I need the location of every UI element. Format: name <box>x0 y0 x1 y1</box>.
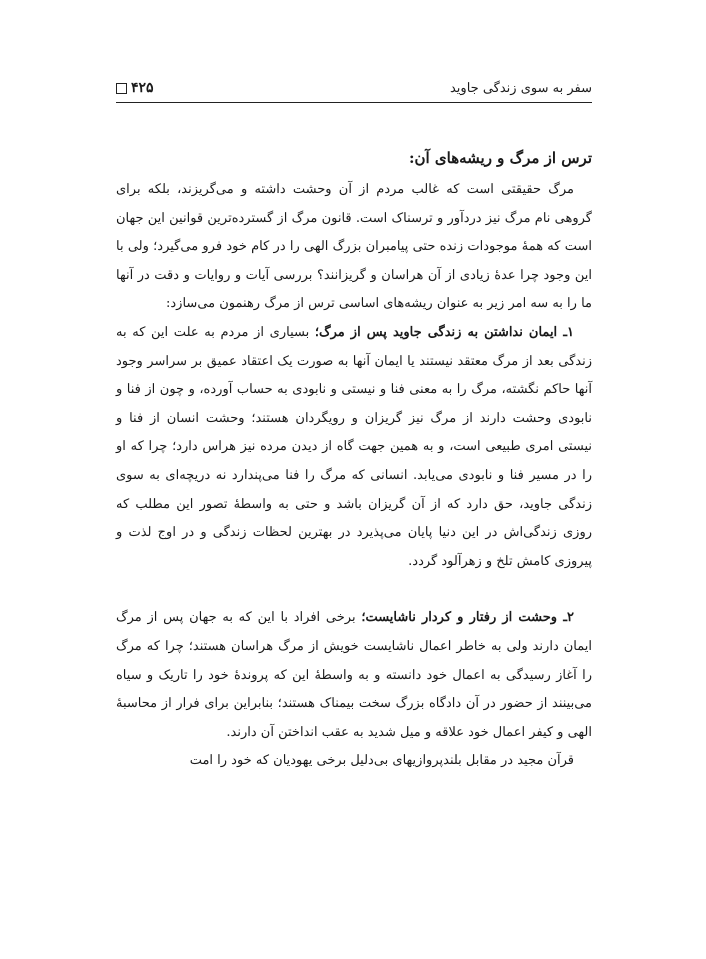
page-number: ۴۲۵ <box>131 80 154 96</box>
paragraph-spacer <box>116 576 592 604</box>
reason-two-text: برخی افراد با این که به جهان پس از مرگ ایمان دارند ولی به خاطر اعمال ناشایست خویش از مرگ هراسان هستند؛ چرا که مرگ را آغاز رسیدگی به اعمال خود دانسته و به واسطهٔ این که پروندهٔ خود را تاریک و سیاه می‌بینند از حضور در آن دادگاه بزرگ سخت بیمناک هستند؛ بنابراین برای فرار از محاسبهٔ الهی و کیفر اعمال خود علاقه و میل شدید به عقب انداختن آن دارند. <box>116 610 592 740</box>
reason-two-heading: ۲ـ وحشت از رفتار و کردار ناشایست؛ <box>361 610 574 626</box>
page-body <box>116 132 592 776</box>
square-icon <box>116 83 127 94</box>
page-number-group <box>116 80 154 96</box>
reason-one-heading: ۱ـ ایمان نداشتن به زندگی جاوید پس از مرگ؛ <box>314 324 574 340</box>
page-header <box>116 74 592 103</box>
reason-one-text: بسیاری از مردم به علت این که به زندگی بعد از مرگ معتقد نیستند یا ایمان آنها به صورت یک اعتقاد عمیق بر سراسر وجود آنها حاکم نگشته، مرگ را به معنی فنا و نیستی و نابودی به حساب آورده، و چون از فنا و نابودی وحشت دارند از مرگ نیز گریزان و رویگردان هستند؛ وحشت انسان از فنا و نیستی امری طبیعی است، و به همین جهت گاه از دیدن مرده نیز هراس دارد؛ چرا که او را در مسیر فنا و نابودی می‌یابد. انسانی که مرگ را فنا می‌پندارد نه دریچه‌ای به سوی زندگی جاوید، حق دارد که از آن گریزان باشد و حتی به واسطهٔ تصور این مطلب که روزی زندگی‌اش در این دنیا پایان می‌پذیرد در بهترین لحظات زندگی و در اوج لذت و پیروزی کامش تلخ و زهرآلود گردد. <box>116 324 592 569</box>
section-title: ترس از مرگ و ریشه‌های آن: <box>408 149 592 167</box>
paragraph-intro: مرگ حقیقتی است که غالب مردم از آن وحشت داشته و می‌گریزند، بلکه برای گروهی نام مرگ نیز دردآور و ترسناک است. قانون مرگ از گسترده‌ترین قوانین این جهان است که همهٔ موجودات زنده حتی پیامبران بزرگ الهی را در کام خود فرو می‌گیرد؛ ولی با این وجود چرا عدهٔ زیادی از آن هراسان و گریزانند؟ بررسی آیات و روایات و دقت در آنها ما را به سه امر زیر به عنوان ریشه‌های اساسی ترس از مرگ رهنمون می‌سازد: <box>116 182 592 312</box>
running-title: سفر به سوی زندگی جاوید <box>449 80 592 96</box>
paragraph-quran: قرآن مجید در مقابل بلندپروازیهای بی‌دلیل برخی یهودیان که خود را امت <box>189 753 574 769</box>
paragraph-reason-one <box>116 319 592 576</box>
paragraph-reason-two <box>116 604 592 747</box>
